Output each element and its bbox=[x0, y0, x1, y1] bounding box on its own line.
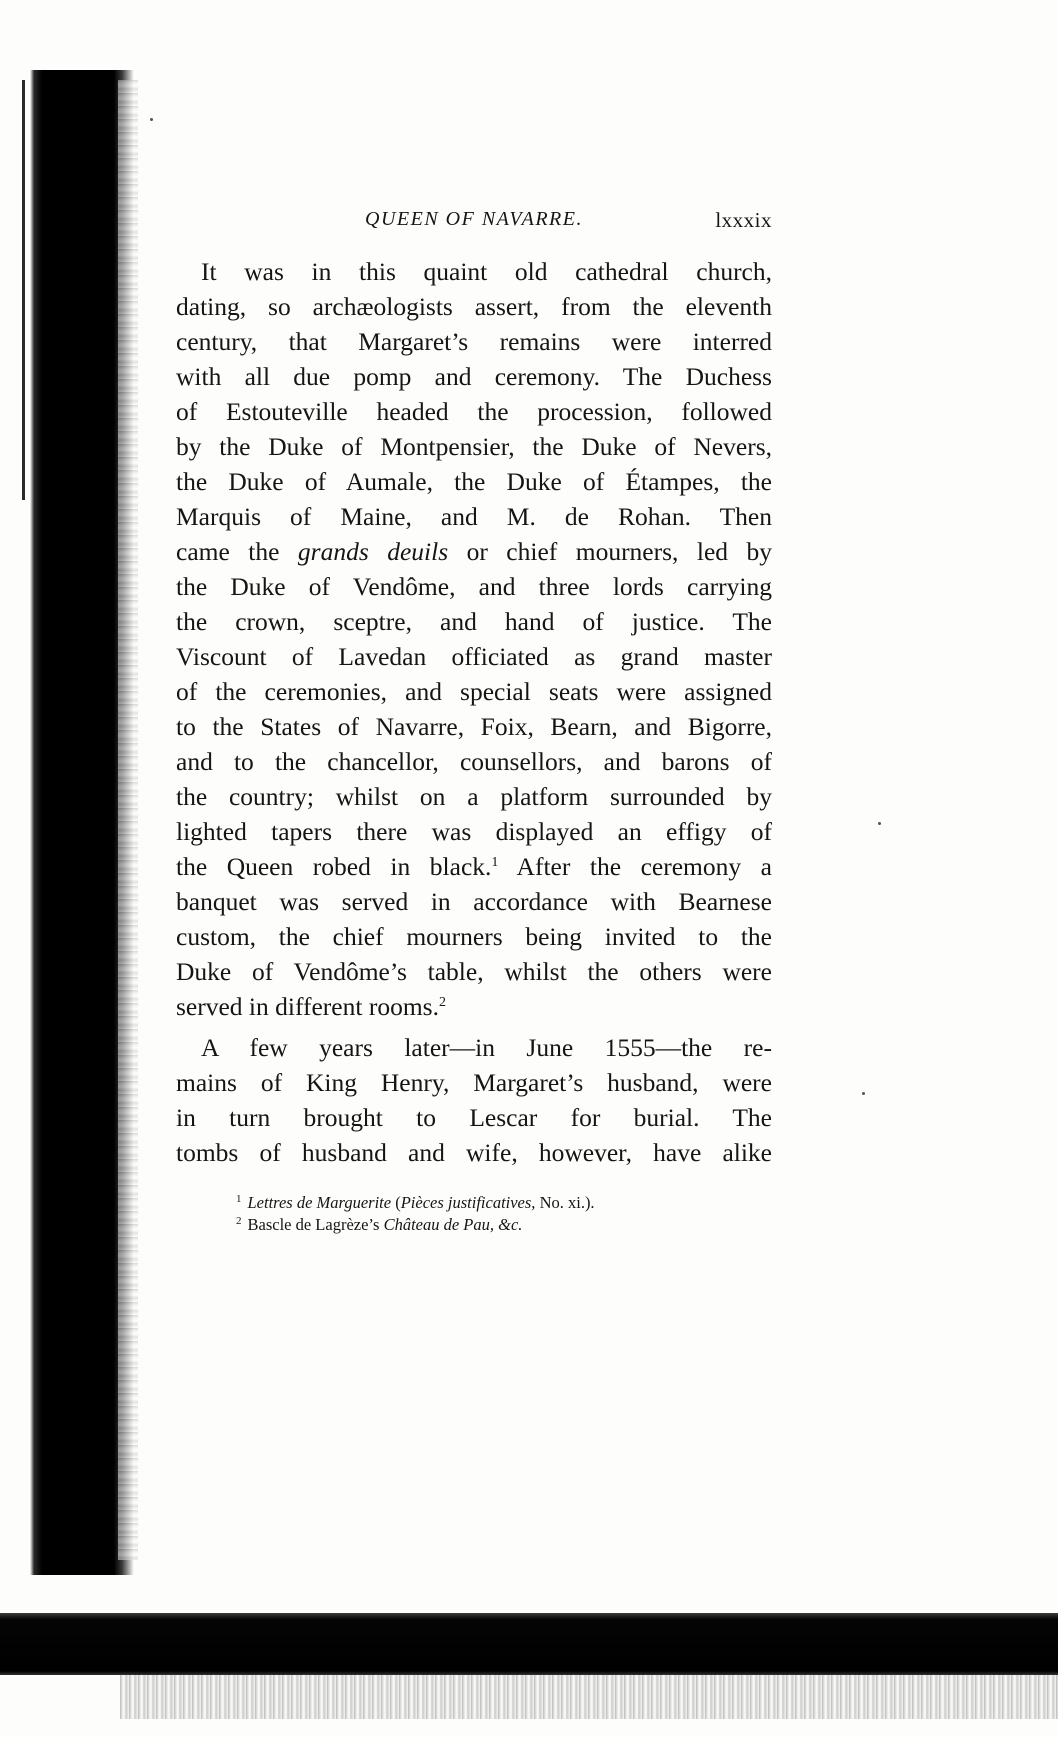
running-title: QUEEN OF NAVARRE. bbox=[365, 208, 583, 230]
footnote: $^2$ Bascle de Lagrèze’s Château de Pau, &c. bbox=[236, 1215, 523, 1234]
footnote-mark: 1 bbox=[236, 1193, 242, 1205]
text-line: the Duke of Aumale, the Duke of Étampes, the bbox=[176, 467, 772, 496]
text-line: tombs of husband and wife, however, have alike bbox=[176, 1138, 772, 1167]
text-line: lighted tapers there was displayed an effigy of bbox=[176, 817, 772, 846]
text-line: served in different rooms.$^2$ bbox=[176, 992, 446, 1021]
text-line: with all due pomp and ceremony. The Duchess bbox=[176, 362, 772, 391]
text-line: Marquis of Maine, and M. de Rohan. Then bbox=[176, 502, 772, 531]
scan-bottom-bar bbox=[0, 1613, 1058, 1675]
scan-bottom-noise bbox=[120, 1675, 1058, 1719]
text-line: of Estouteville headed the procession, followed bbox=[176, 397, 772, 426]
binding-speckle bbox=[118, 80, 138, 1560]
text-line: the crown, sceptre, and hand of justice. The bbox=[176, 607, 772, 636]
footnote-mark: 2 bbox=[236, 1215, 242, 1227]
text-line: to the States of Navarre, Foix, Bearn, and Bigorre, bbox=[176, 712, 772, 741]
text-line: came the grands deuils or chief mourners, led by bbox=[176, 537, 773, 566]
text-line: A few years later—in June 1555—the re- bbox=[201, 1033, 772, 1062]
dust-speck bbox=[150, 118, 153, 121]
text-line: custom, the chief mourners being invited to the bbox=[176, 922, 772, 951]
text-line: dating, so archæologists assert, from the eleventh bbox=[176, 292, 772, 321]
footnote-ref: 2 bbox=[438, 995, 446, 1010]
text-line: the Queen robed in black.$^1$ After the ceremony a bbox=[176, 852, 772, 881]
footnotes bbox=[236, 1192, 796, 1236]
running-header bbox=[176, 206, 772, 238]
text-line: the Duke of Vendôme, and three lords carrying bbox=[176, 572, 772, 601]
text-line: banquet was served in accordance with Bearnese bbox=[176, 887, 772, 916]
text-line: It was in this quaint old cathedral church, bbox=[201, 257, 772, 286]
text-line: by the Duke of Montpensier, the Duke of Nevers, bbox=[176, 432, 772, 461]
text-line: and to the chancellor, counsellors, and barons of bbox=[176, 747, 772, 776]
dust-speck bbox=[878, 822, 881, 825]
text-line: in turn brought to Lescar for burial. The bbox=[176, 1103, 772, 1132]
dust-speck bbox=[862, 1092, 865, 1095]
body-text bbox=[176, 254, 772, 1170]
text-line: century, that Margaret’s remains were interred bbox=[176, 327, 772, 356]
text-line: mains of King Henry, Margaret’s husband, were bbox=[176, 1068, 772, 1097]
page-number: lxxxix bbox=[715, 208, 772, 232]
text-line: the country; whilst on a platform surrounded by bbox=[176, 782, 772, 811]
italic-phrase: grands deuils bbox=[297, 537, 449, 566]
text-line: of the ceremonies, and special seats were assigned bbox=[176, 677, 772, 706]
text-line: Duke of Vendôme’s table, whilst the others were bbox=[176, 957, 772, 986]
text-line: Viscount of Lavedan officiated as grand master bbox=[176, 642, 772, 671]
scan-edge-line bbox=[22, 80, 25, 500]
footnote-ref: 1 bbox=[491, 855, 499, 870]
footnote: $^1$ Lettres de Marguerite (Pièces justificatives, No. xi.). bbox=[236, 1193, 595, 1212]
